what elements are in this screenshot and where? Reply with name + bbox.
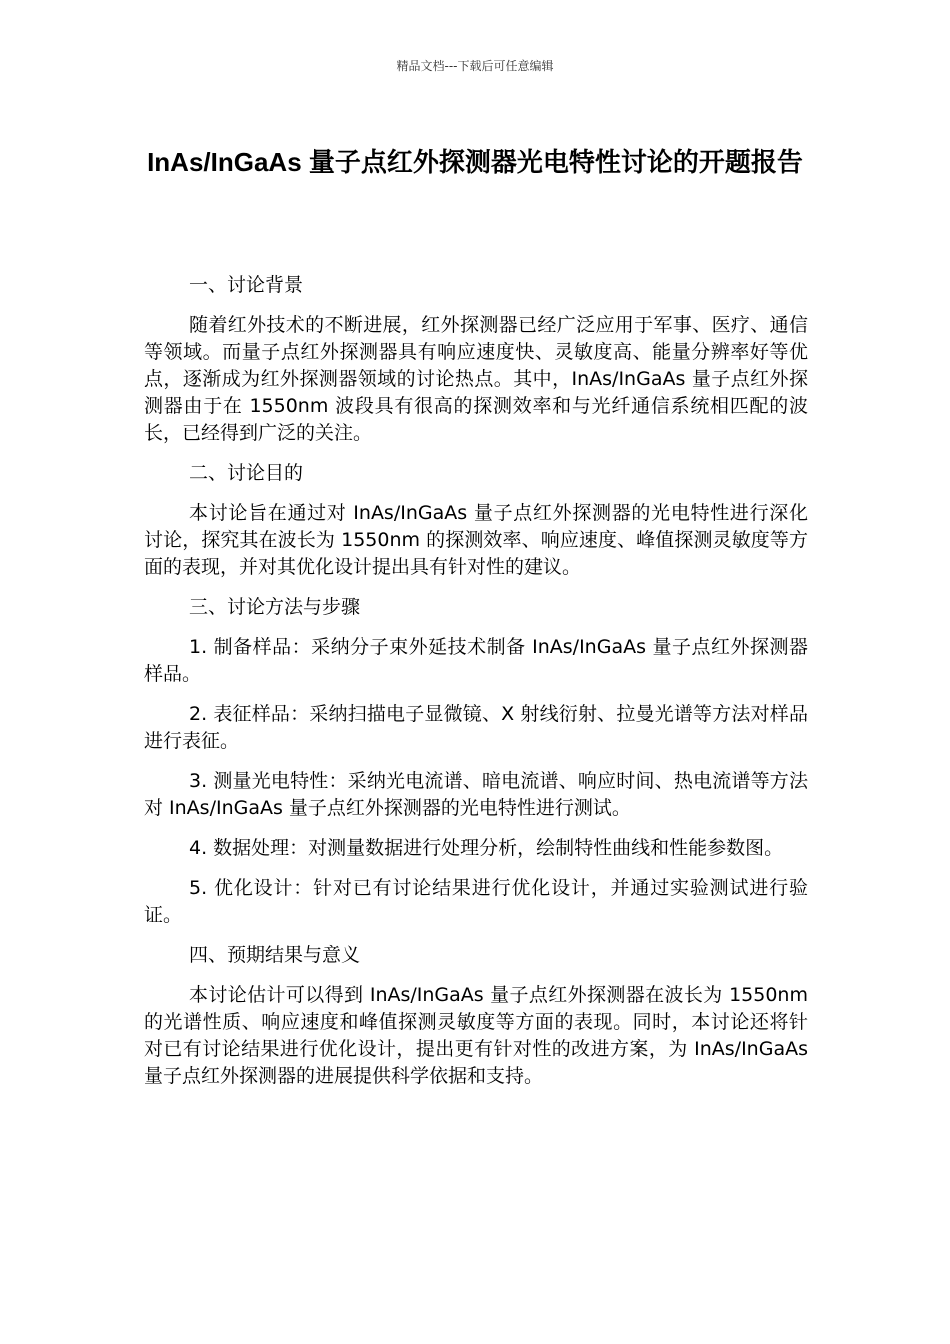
page-title: InAs/InGaAs 量子点红外探测器光电特性讨论的开题报告 — [147, 147, 803, 177]
paragraph-purpose: 本讨论旨在通过对 InAs/InGaAs 量子点红外探测器的光电特性进行深化讨论，探究其在波长为 1550nm 的探测效率、响应速度、峰值探测灵敏度等方面的表现，并对其优化设计提出具有针对性的建议。 — [144, 502, 808, 578]
method-step-3: 3. 测量光电特性：采纳光电流谱、暗电流谱、响应时间、热电流谱等方法对 InAs/InGaAs 量子点红外探测器的光电特性进行测试。 — [144, 770, 808, 819]
method-step-1: 1. 制备样品：采纳分子束外延技术制备 InAs/InGaAs 量子点红外探测器样品。 — [144, 636, 808, 685]
document-body — [144, 270, 808, 1103]
section-heading-background: 一、讨论背景 — [189, 274, 304, 296]
header-note: 精品文档---下载后可任意编辑 — [396, 59, 554, 73]
section-heading-purpose: 二、讨论目的 — [189, 462, 304, 484]
paragraph-expected: 本讨论估计可以得到 InAs/InGaAs 量子点红外探测器在波长为 1550nm 的光谱性质、响应速度和峰值探测灵敏度等方面的表现。同时，本讨论还将针对已有讨论结果进行优化设计，提出更有针对性的改进方案，为 InAs/InGaAs 量子点红外探测器的进展提供科学依据和支持。 — [144, 984, 808, 1087]
method-step-4: 4. 数据处理：对测量数据进行处理分析，绘制特性曲线和性能参数图。 — [189, 837, 784, 859]
method-step-5: 5. 优化设计：针对已有讨论结果进行优化设计，并通过实验测试进行验证。 — [144, 877, 808, 926]
paragraph-background: 随着红外技术的不断进展，红外探测器已经广泛应用于军事、医疗、通信等领域。而量子点红外探测器具有响应速度快、灵敏度高、能量分辨率好等优点，逐渐成为红外探测器领域的讨论热点。其中，InAs/InGaAs 量子点红外探测器由于在 1550nm 波段具有很高的探测效率和与光纤通信系统相匹配的波长，已经得到广泛的关注。 — [144, 314, 808, 444]
section-heading-expected: 四、预期结果与意义 — [189, 944, 361, 966]
method-step-2: 2. 表征样品：采纳扫描电子显微镜、X 射线衍射、拉曼光谱等方法对样品进行表征。 — [144, 703, 808, 752]
section-heading-methods: 三、讨论方法与步骤 — [189, 596, 361, 618]
